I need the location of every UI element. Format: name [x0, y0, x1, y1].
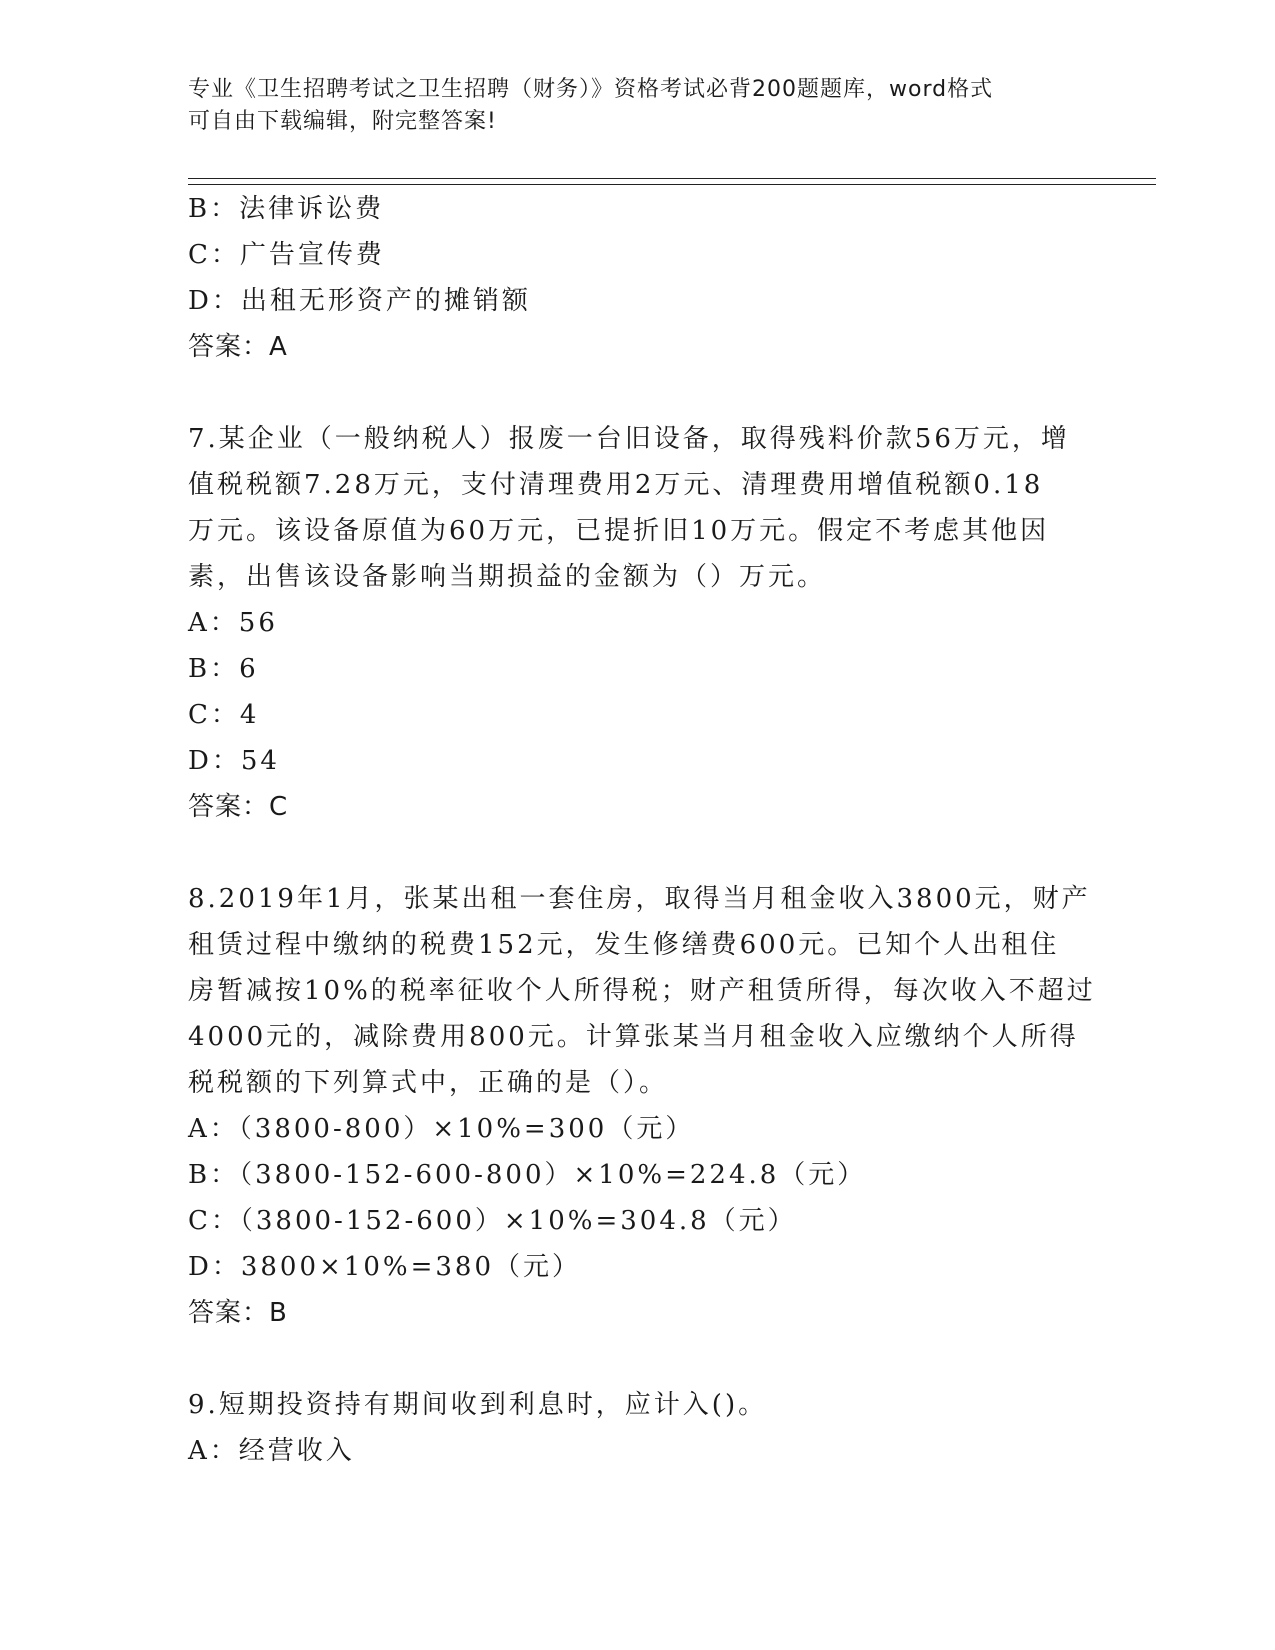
- spacer: [188, 1336, 1088, 1382]
- question-9: [188, 1382, 1088, 1474]
- option-a: A：（3800-800）×10%=300（元）: [188, 1114, 695, 1144]
- option-a: A：56: [188, 608, 278, 638]
- question-stem-line: 8.2019年1月，张某出租一套住房，取得当月租金收入3800元，财产: [188, 884, 1091, 914]
- question-stem-line: 值税税额7.28万元，支付清理费用2万元、清理费用增值税额0.18: [188, 470, 1044, 500]
- option-b: B：法律诉讼费: [188, 194, 385, 224]
- answer: 答案：B: [188, 1298, 288, 1328]
- option-d: D：3800×10%=380（元）: [188, 1252, 581, 1282]
- answer: 答案：A: [188, 332, 288, 362]
- header-divider-bottom: [188, 184, 1156, 185]
- question-stem-line: 素，出售该设备影响当期损益的金额为（）万元。: [188, 562, 827, 592]
- question-stem-line: 房暂减按10%的税率征收个人所得税；财产租赁所得，每次收入不超过: [188, 976, 1096, 1006]
- question-7: [188, 416, 1088, 830]
- question-stem-line: 4000元的，减除费用800元。计算张某当月租金收入应缴纳个人所得: [188, 1022, 1079, 1052]
- question-stem-line: 7.某企业（一般纳税人）报废一台旧设备，取得残料价款56万元，增: [188, 424, 1070, 454]
- document-header: [188, 74, 1088, 138]
- question-content: [188, 186, 1096, 1474]
- header-title-line-1: 专业《卫生招聘考试之卫生招聘（财务）》资格考试必背200题题库，word格式: [188, 77, 994, 102]
- option-b: B：6: [188, 654, 259, 684]
- option-c: C：4: [188, 700, 260, 730]
- option-b: B：（3800-152-600-800）×10%=224.8（元）: [188, 1160, 867, 1190]
- option-c: C：（3800-152-600）×10%=304.8（元）: [188, 1206, 797, 1236]
- question-stem-line: 万元。该设备原值为60万元，已提折旧10万元。假定不考虑其他因: [188, 516, 1050, 546]
- spacer: [188, 370, 1088, 416]
- question-6-tail: [188, 186, 1088, 370]
- option-d: D：出租无形资产的摊销额: [188, 286, 531, 316]
- question-stem-line: 租赁过程中缴纳的税费152元，发生修缮费600元。已知个人出租住: [188, 930, 1060, 960]
- spacer: [188, 830, 1088, 876]
- option-a: A：经营收入: [188, 1436, 355, 1466]
- header-title-line-2: 可自由下载编辑，附完整答案!: [188, 109, 497, 134]
- answer: 答案：C: [188, 792, 289, 822]
- question-8: [188, 876, 1096, 1336]
- header-divider-top: [188, 178, 1156, 179]
- option-c: C：广告宣传费: [188, 240, 385, 270]
- question-stem-line: 税税额的下列算式中，正确的是（）。: [188, 1068, 669, 1098]
- option-d: D：54: [188, 746, 280, 776]
- question-stem-line: 9.短期投资持有期间收到利息时，应计入()。: [188, 1390, 768, 1420]
